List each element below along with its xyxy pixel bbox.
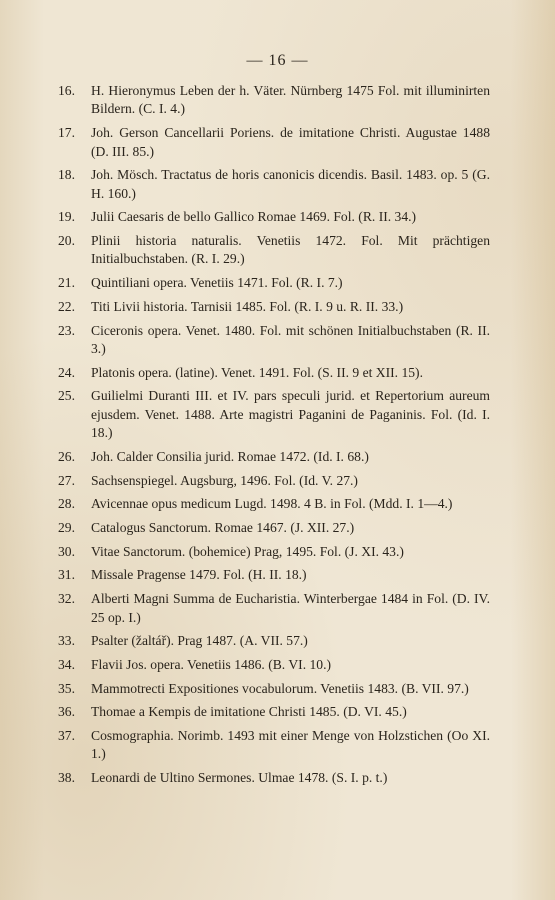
catalog-entry <box>58 232 490 269</box>
entry-number: 19. <box>58 209 75 225</box>
entry-text: H. Hieronymus Leben der h. Väter. Nürnberg 1475 Fol. mit illuminirten Bildern. (C. I. 4.) <box>91 83 490 117</box>
catalog-entry <box>58 656 490 674</box>
entry-text: Vitae Sanctorum. (bohemice) Prag, 1495. Fol. (J. XI. 43.) <box>91 543 404 559</box>
catalog-entry <box>58 448 490 466</box>
catalog-entry <box>58 82 490 119</box>
entry-text: Cosmographia. Norimb. 1493 mit einer Menge von Holzstichen (Oo XI. 1.) <box>91 728 490 762</box>
entry-number: 21. <box>58 275 75 291</box>
entry-text: Titi Livii historia. Tarnisii 1485. Fol. (R. I. 9 u. R. II. 33.) <box>91 298 404 314</box>
catalog-entry <box>58 519 490 537</box>
entry-number: 25. <box>58 388 75 404</box>
catalog-entry <box>58 322 490 359</box>
entry-text: Platonis opera. (latine). Venet. 1491. Fol. (S. II. 9 et XII. 15). <box>91 364 423 380</box>
entry-number: 22. <box>58 298 75 314</box>
entry-number: 35. <box>58 680 75 696</box>
entry-text: Alberti Magni Summa de Eucharistia. Winterbergae 1484 in Fol. (D. IV. 25 op. I.) <box>91 591 490 625</box>
catalog-entry <box>58 566 490 584</box>
entry-text: Catalogus Sanctorum. Romae 1467. (J. XII. 27.) <box>91 519 355 535</box>
entry-number: 23. <box>58 322 75 338</box>
entry-text: Avicennae opus medicum Lugd. 1498. 4 B. in Fol. (Mdd. I. 1—4.) <box>91 496 453 512</box>
entry-number: 28. <box>58 496 75 512</box>
catalog-entry <box>58 543 490 561</box>
entry-number: 29. <box>58 519 75 535</box>
entry-number: 34. <box>58 656 75 672</box>
entry-text: Quintiliani opera. Venetiis 1471. Fol. (R. I. 7.) <box>91 275 343 291</box>
entry-text: Sachsenspiegel. Augsburg, 1496. Fol. (Id. V. 27.) <box>91 472 358 488</box>
catalog-entry <box>58 703 490 721</box>
entry-text: Plinii historia naturalis. Venetiis 1472. Fol. Mit prächtigen Initialbuchstaben. (R. I. 29.) <box>91 233 490 267</box>
entry-number: 37. <box>58 728 75 744</box>
entry-text: Missale Pragense 1479. Fol. (H. II. 18.) <box>91 567 307 583</box>
entry-number: 17. <box>58 125 75 141</box>
catalog-entry <box>58 298 490 316</box>
catalog-entry <box>58 472 490 490</box>
entry-text: Flavii Jos. opera. Venetiis 1486. (B. VI. 10.) <box>91 656 332 672</box>
entry-number: 20. <box>58 233 75 249</box>
entry-number: 26. <box>58 448 75 464</box>
page-number: — 16 — <box>246 52 309 69</box>
entry-text: Joh. Gerson Cancellarii Poriens. de imitatione Christi. Augustae 1488 (D. III. 85.) <box>91 125 490 159</box>
entry-text: Guilielmi Duranti III. et IV. pars speculi jurid. et Repertorium aureum ejusdem. Venet. 1488. Arte magistri Paganini de Paganinis. Fol. (Id. I. 18.) <box>91 388 490 441</box>
catalog-entry <box>58 727 490 764</box>
entry-number: 31. <box>58 567 75 583</box>
entry-number: 32. <box>58 591 75 607</box>
entry-text: Ciceronis opera. Venet. 1480. Fol. mit schönen Initialbuchstaben (R. II. 3.) <box>91 322 490 356</box>
entry-number: 33. <box>58 633 75 649</box>
entry-number: 38. <box>58 770 75 786</box>
catalog-entry <box>58 632 490 650</box>
entry-number: 27. <box>58 472 75 488</box>
catalog-entry <box>58 364 490 382</box>
entry-text: Psalter (žaltář). Prag 1487. (A. VII. 57.) <box>91 633 308 649</box>
entry-number: 36. <box>58 704 75 720</box>
catalog-entry <box>58 387 490 442</box>
catalog-entry <box>58 166 490 203</box>
catalog-entry <box>58 495 490 513</box>
catalog-entry <box>58 590 490 627</box>
catalog-entry <box>58 208 490 226</box>
entry-text: Mammotrecti Expositiones vocabulorum. Venetiis 1483. (B. VII. 97.) <box>91 680 469 696</box>
entry-text: Julii Caesaris de bello Gallico Romae 1469. Fol. (R. II. 34.) <box>91 209 417 225</box>
catalog-entry <box>58 769 490 787</box>
entry-text: Thomae a Kempis de imitatione Christi 1485. (D. VI. 45.) <box>91 704 407 720</box>
catalog-entry <box>58 124 490 161</box>
entry-number: 18. <box>58 167 75 183</box>
entry-text: Joh. Mösch. Tractatus de horis canonicis dicendis. Basil. 1483. op. 5 (G. H. 160.) <box>91 167 490 201</box>
catalog-entry <box>58 274 490 292</box>
entry-number: 16. <box>58 83 75 98</box>
catalog-entry-list <box>58 82 490 793</box>
entry-text: Leonardi de Ultino Sermones. Ulmae 1478. (S. I. p. t.) <box>91 770 388 786</box>
entry-number: 30. <box>58 543 75 559</box>
catalog-entry <box>58 680 490 698</box>
entry-number: 24. <box>58 364 75 380</box>
entry-text: Joh. Calder Consilia jurid. Romae 1472. (Id. I. 68.) <box>91 448 369 464</box>
